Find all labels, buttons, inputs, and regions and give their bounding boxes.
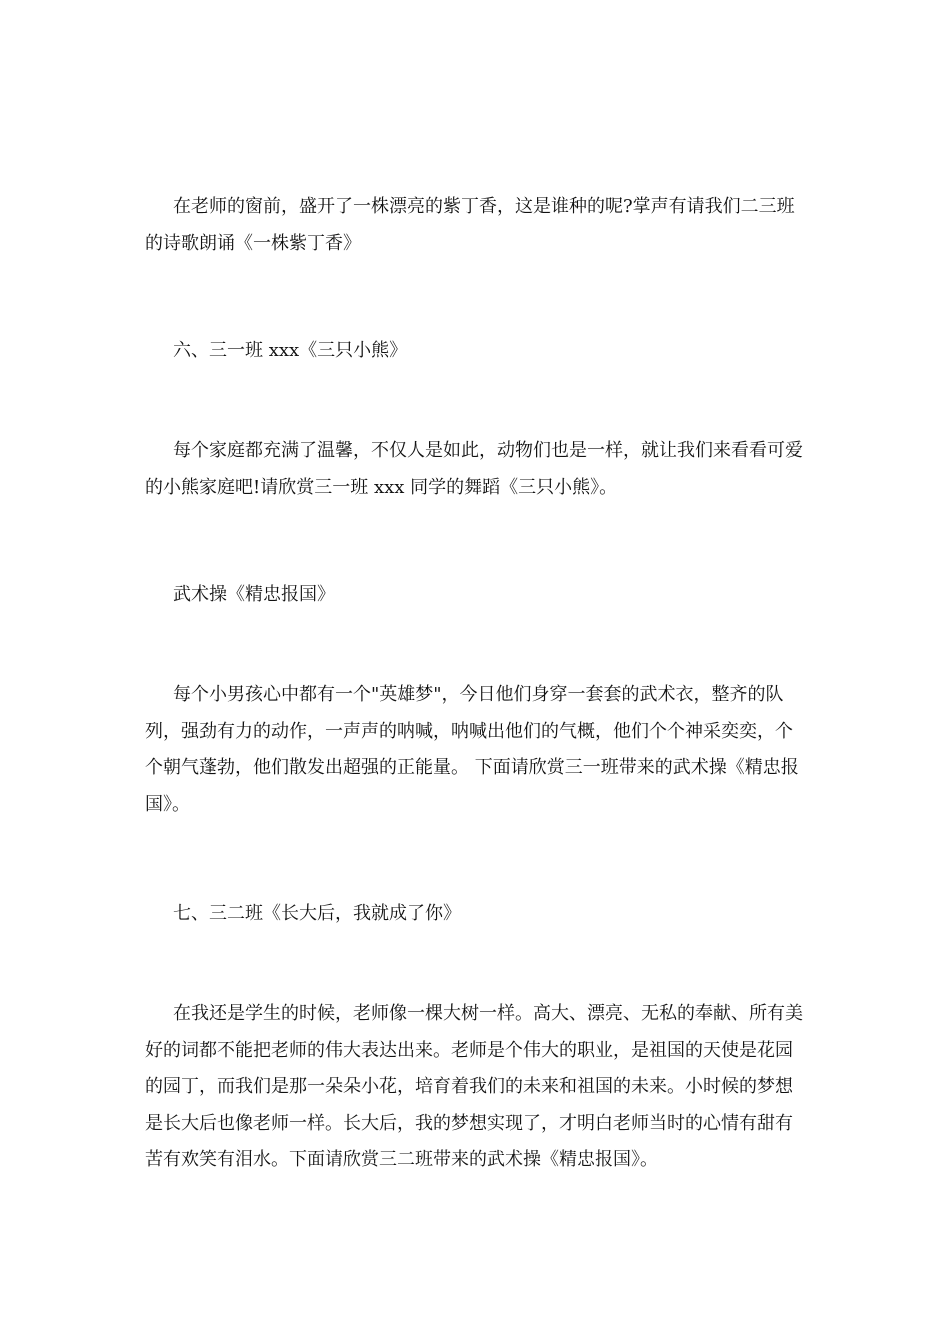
- program-item-martial-arts: 武术操《精忠报国》: [173, 584, 335, 605]
- program-item-grow-up: 七、三二班《长大后，我就成了你》: [173, 903, 461, 924]
- paragraph-grow-up-intro: 在我还是学生的时候，老师像一棵大树一样。高大、漂亮、无私的奉献、所有美好的词都不能把老师的伟大表达出来。老师是个伟大的职业，是祖国的天使是花园的园丁，而我们是那一朵朵小花，培育着我们的未来和祖国的未来。小时候的梦想是长大后也像老师一样。长大后，我的梦想实现了，才明白老师当时的心情有甜有苦有欢笑有泪水。下面请欣赏三二班带来的武术操《精忠报国》。: [145, 1003, 803, 1171]
- program-item-three-bears: 六、三一班 xxx《三只小熊》: [173, 340, 408, 361]
- paragraph-lilac-poem-intro: 在老师的窗前，盛开了一株漂亮的紫丁香，这是谁种的呢?掌声有请我们二三班的诗歌朗诵《一株紫丁香》: [145, 196, 795, 254]
- paragraph-three-bears-intro: 每个家庭都充满了温馨，不仅人是如此，动物们也是一样，就让我们来看看可爱的小熊家庭吧!请欣赏三一班 xxx 同学的舞蹈《三只小熊》。: [145, 440, 803, 498]
- paragraph-martial-arts-intro: 每个小男孩心中都有一个"英雄梦"，今日他们身穿一套套的武术衣，整齐的队列，强劲有力的动作，一声声的呐喊，呐喊出他们的气概，他们个个神采奕奕，个个朝气蓬勃，他们散发出超强的正能量。 下面请欣赏三一班带来的武术操《精忠报国》。: [145, 684, 799, 815]
